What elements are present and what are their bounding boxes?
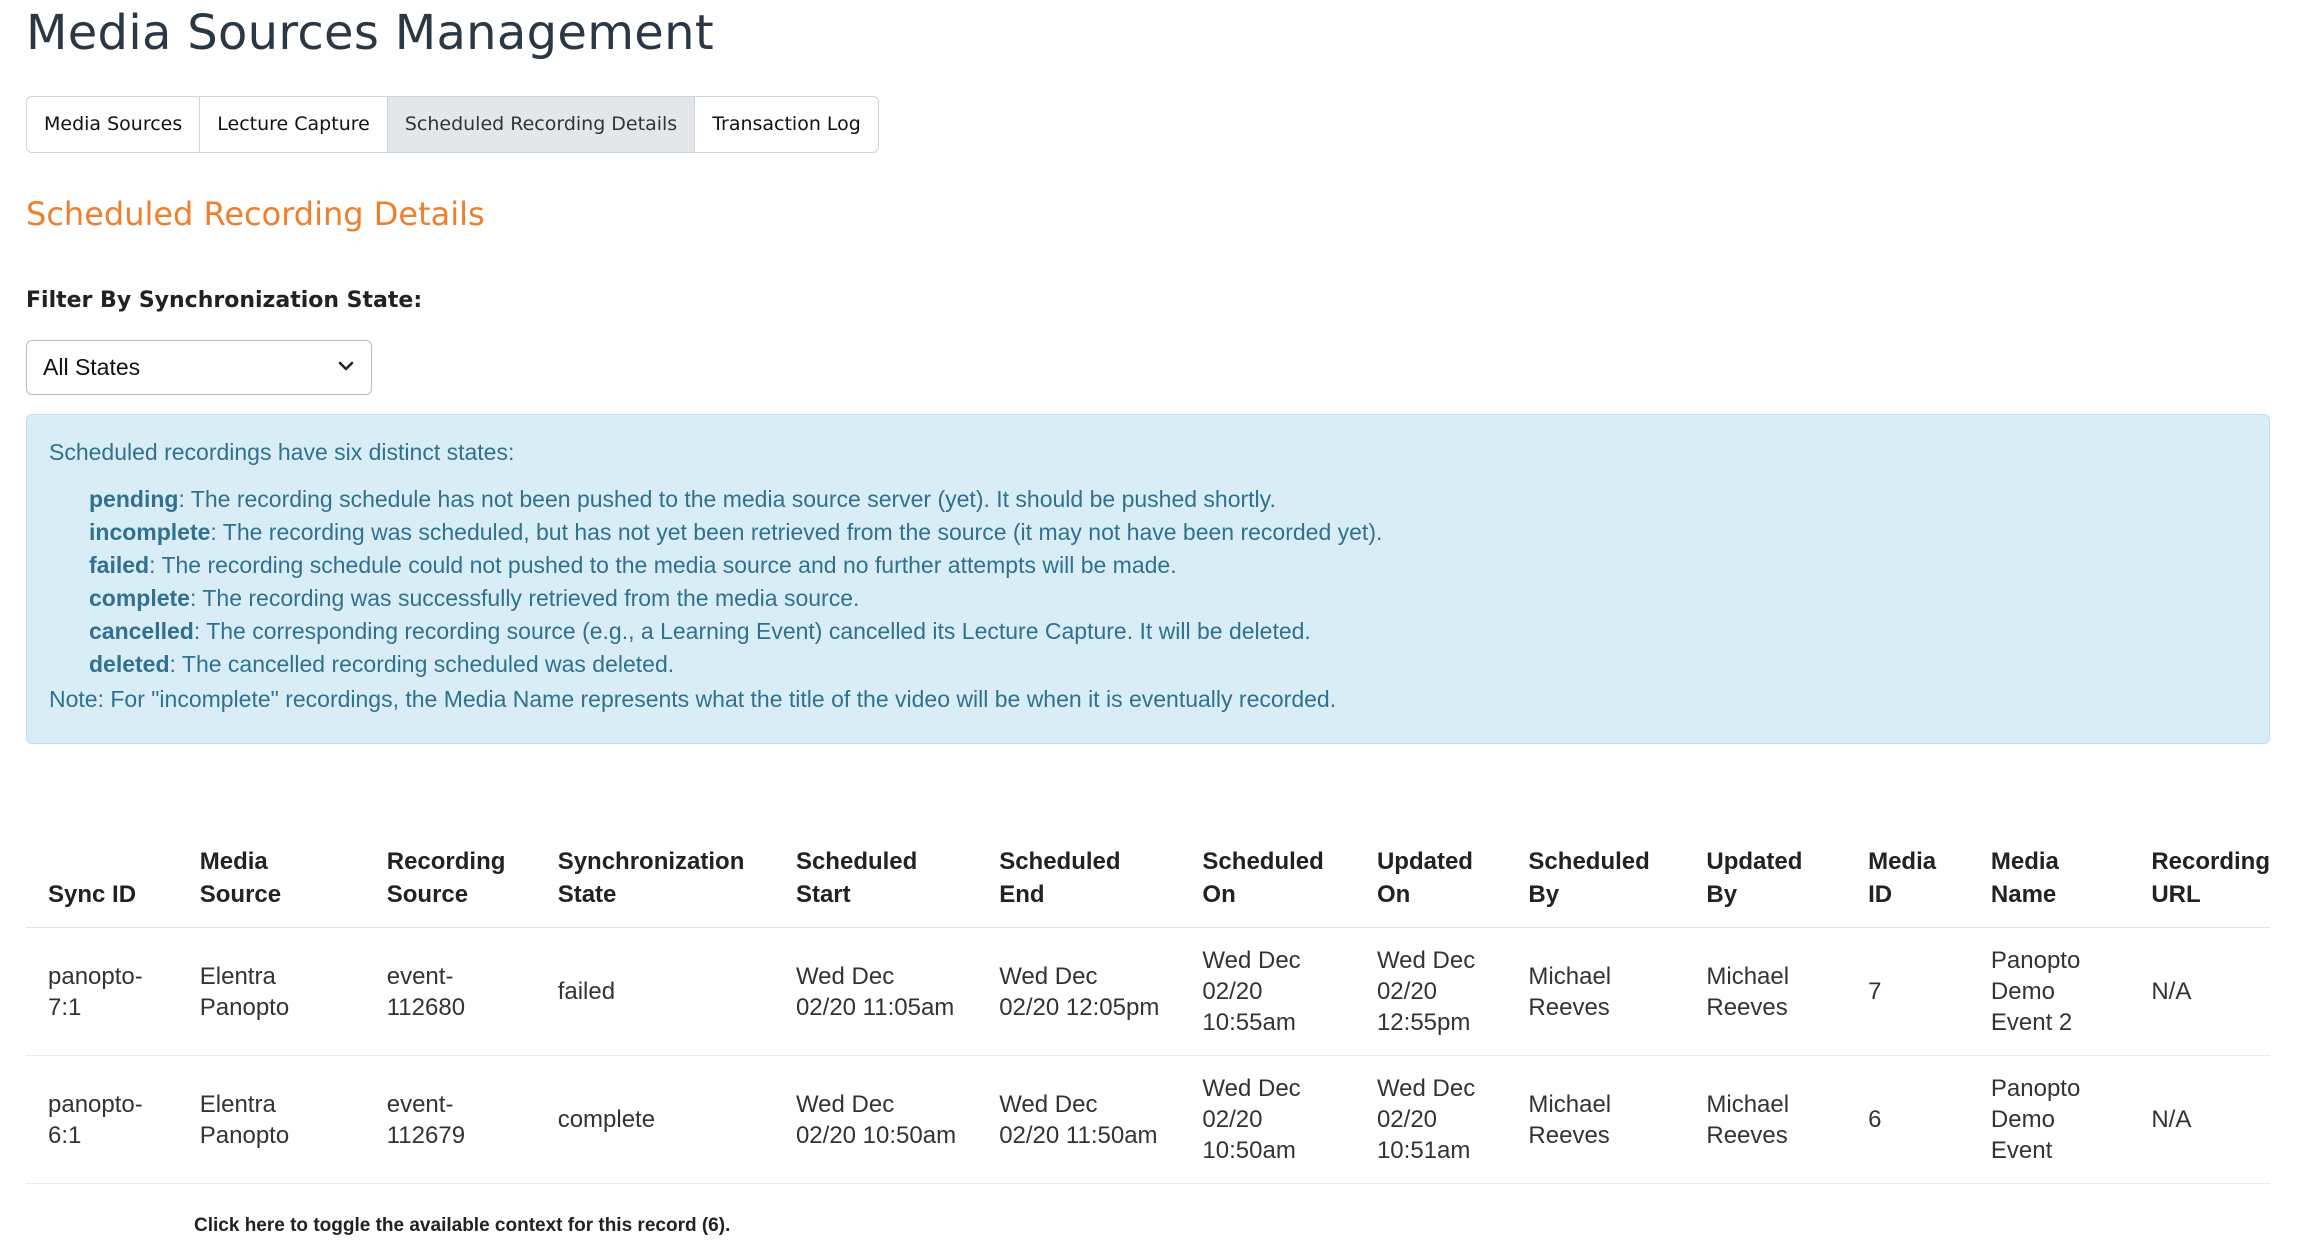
states-list <box>89 483 1382 681</box>
cell-recording-source <box>365 1056 536 1184</box>
cell-line: panopto- <box>48 1090 143 1118</box>
state-item-failed <box>89 549 1382 582</box>
info-intro: Scheduled recordings have six distinct states: <box>49 439 515 465</box>
header-line: URL <box>2151 881 2201 908</box>
state-name: complete <box>89 585 190 611</box>
header-line: On <box>1202 881 1236 908</box>
cell-scheduled-end <box>977 1056 1180 1184</box>
cell-line: 112679 <box>386 1121 466 1149</box>
state-name: failed <box>89 552 150 578</box>
cell-line: panopto- <box>48 962 143 990</box>
cell-line: 6 <box>1868 1106 1882 1133</box>
cell-updated-by <box>1684 928 1846 1056</box>
cell-scheduled-start <box>774 1056 977 1184</box>
cell-line: Wed Dec <box>999 1090 1098 1118</box>
cell-line: Event 2 <box>1990 1009 2073 1036</box>
header-line: State <box>557 881 617 908</box>
table-row <box>26 928 2270 1056</box>
cell-line: 02/20 11:50am <box>999 1121 1158 1149</box>
cell-line: Panopto <box>199 993 290 1021</box>
state-name: cancelled <box>89 618 194 644</box>
cell-line: Panopto <box>199 1121 290 1149</box>
header-line: Start <box>795 881 851 908</box>
cell-synchronization-state <box>536 1056 774 1184</box>
cell-line: 02/20 <box>1376 1106 1438 1133</box>
header-line: Synchronization <box>557 848 745 875</box>
state-desc: : The recording was successfully retrieved from the media source. <box>189 585 860 611</box>
state-item-pending <box>89 483 1382 516</box>
cell-line: 10:50am <box>1202 1137 1296 1164</box>
cell-line: Michael <box>1706 1090 1790 1118</box>
state-item-incomplete <box>89 516 1382 549</box>
chevron-down-icon <box>335 355 357 377</box>
state-desc: : The corresponding recording source (e.g., a Learning Event) cancelled its Lecture Capture. It will be deleted. <box>193 618 1311 644</box>
header-line: Name <box>1990 881 2057 908</box>
filter-label: Filter By Synchronization State: <box>26 288 423 313</box>
column-header-updated-by <box>1684 845 1846 928</box>
column-header-media-id <box>1846 845 1969 928</box>
cell-synchronization-state <box>536 928 774 1056</box>
column-header-recording-source <box>365 845 536 928</box>
cell-line: Wed Dec <box>795 962 895 990</box>
cell-line: Reeves <box>1706 993 1788 1021</box>
tab-transaction-log[interactable]: Transaction Log <box>712 113 861 135</box>
table-header-row <box>26 845 2270 928</box>
cell-scheduled-by <box>1506 1056 1684 1184</box>
cell-line: N/A <box>2151 978 2192 1005</box>
cell-line: 02/20 10:50am <box>795 1121 957 1149</box>
table-body <box>26 928 2270 1184</box>
cell-scheduled-end <box>977 928 1180 1056</box>
column-header-scheduled-end <box>977 845 1180 928</box>
cell-scheduled-on <box>1180 1056 1355 1184</box>
column-header-scheduled-on <box>1180 845 1355 928</box>
cell-updated-by <box>1684 1056 1846 1184</box>
column-header-scheduled-by <box>1506 845 1684 928</box>
header-line: Scheduled <box>795 848 918 875</box>
header-line: By <box>1706 881 1738 908</box>
toggle-context-link[interactable]: Click here to toggle the available context for this record (6). <box>194 1215 731 1236</box>
header-line: Recording <box>386 848 506 875</box>
cell-line: Wed Dec <box>1376 947 1476 974</box>
tab-media-sources[interactable]: Media Sources <box>27 97 200 152</box>
cell-line: Event <box>1990 1137 2053 1164</box>
column-header-sync-id <box>26 845 178 928</box>
cell-media-id <box>1846 928 1969 1056</box>
header-line: By <box>1528 881 1560 908</box>
column-header-media-source <box>178 845 365 928</box>
cell-line: 02/20 <box>1202 1106 1263 1133</box>
cell-line: Panopto <box>1990 1075 2081 1102</box>
state-name: incomplete <box>89 519 211 545</box>
cell-media-name <box>1969 1056 2129 1184</box>
cell-line: Michael <box>1706 962 1790 990</box>
state-name: deleted <box>89 651 170 677</box>
cell-line: Elentra <box>199 962 276 990</box>
cell-line: event- <box>386 1090 454 1118</box>
state-desc: : The cancelled recording scheduled was deleted. <box>169 651 675 677</box>
table-row <box>26 1056 2270 1184</box>
cell-line: event- <box>386 962 454 990</box>
header-line: Updated <box>1376 848 1473 875</box>
header-line: ID <box>1868 881 1893 908</box>
cell-line: Michael <box>1528 1090 1612 1118</box>
cell-line: 7 <box>1868 978 1882 1005</box>
cell-updated-on <box>1355 1056 1506 1184</box>
cell-scheduled-on <box>1180 928 1355 1056</box>
section-title: Scheduled Recording Details <box>26 195 485 233</box>
header-line: Scheduled <box>1202 848 1324 875</box>
state-desc: : The recording schedule has not been pushed to the media source server (yet). It should be pushed shortly. <box>178 486 1276 512</box>
cell-updated-on <box>1355 928 1506 1056</box>
header-line: Media <box>1868 848 1937 875</box>
cell-line: Michael <box>1528 962 1612 990</box>
cell-line: 112680 <box>386 993 466 1021</box>
column-header-recording-url <box>2129 845 2270 928</box>
cell-line: Reeves <box>1528 1121 1610 1149</box>
tab-scheduled-recording-details[interactable]: Scheduled Recording Details <box>388 97 695 152</box>
cell-line: 02/20 11:05am <box>795 993 955 1021</box>
state-desc: : The recording was scheduled, but has not yet been retrieved from the source (it may not have been recorded yet). <box>210 519 1383 545</box>
state-desc: : The recording schedule could not pushed to the media source and no further attempts will be made. <box>149 552 1177 578</box>
cell-scheduled-by <box>1506 928 1684 1056</box>
header-line: Source <box>199 881 282 908</box>
header-line: Recording <box>2151 848 2270 875</box>
cell-scheduled-start <box>774 928 977 1056</box>
states-info-box <box>26 414 2270 744</box>
cell-line: Elentra <box>199 1090 276 1118</box>
header-line: Media <box>199 848 268 875</box>
cell-line: N/A <box>2151 1106 2192 1133</box>
cell-recording-url <box>2129 928 2270 1056</box>
header-line: Updated <box>1706 848 1803 875</box>
cell-media-source <box>178 928 365 1056</box>
cell-line: Wed Dec <box>999 962 1098 990</box>
cell-line: complete <box>557 1106 656 1133</box>
cell-line: 10:51am <box>1376 1137 1471 1164</box>
recordings-table <box>26 845 2270 1184</box>
cell-line: 7:1 <box>48 993 82 1021</box>
cell-line: 10:55am <box>1202 1009 1296 1036</box>
cell-line: Reeves <box>1706 1121 1788 1149</box>
column-header-updated-on <box>1355 845 1506 928</box>
page-title: Media Sources Management <box>26 5 714 61</box>
tab-lecture-capture[interactable]: Lecture Capture <box>200 97 388 152</box>
cell-media-id <box>1846 1056 1969 1184</box>
state-item-deleted <box>89 648 1382 681</box>
state-item-cancelled <box>89 615 1382 648</box>
header-line: End <box>999 881 1045 908</box>
cell-recording-url <box>2129 1056 2270 1184</box>
sync-state-select[interactable] <box>26 340 372 395</box>
state-name: pending <box>89 486 179 512</box>
cell-line: Wed Dec <box>1202 1075 1301 1102</box>
header-line: Scheduled <box>999 848 1121 875</box>
header-line: Sync ID <box>48 881 137 908</box>
column-header-synchronization-state <box>536 845 774 928</box>
state-item-complete <box>89 582 1382 615</box>
cell-line: Wed Dec <box>1202 947 1301 974</box>
cell-line: 6:1 <box>48 1121 82 1149</box>
column-header-scheduled-start <box>774 845 977 928</box>
cell-line: 02/20 <box>1376 978 1438 1005</box>
cell-line: Reeves <box>1528 993 1610 1021</box>
cell-sync-id <box>26 928 178 1056</box>
header-line: On <box>1376 881 1411 908</box>
cell-line: Panopto <box>1990 947 2081 974</box>
cell-recording-source <box>365 928 536 1056</box>
column-header-media-name <box>1969 845 2129 928</box>
header-line: Scheduled <box>1528 848 1650 875</box>
info-note: Note: For "incomplete" recordings, the Media Name represents what the title of the video will be when it is eventually recorded. <box>49 686 1337 712</box>
cell-line: Wed Dec <box>795 1090 895 1118</box>
cell-line: failed <box>557 978 616 1005</box>
cell-line: Demo <box>1990 1106 2055 1133</box>
cell-line: 02/20 <box>1202 978 1263 1005</box>
cell-line: Demo <box>1990 978 2055 1005</box>
header-line: Media <box>1990 848 2059 875</box>
cell-line: 12:55pm <box>1376 1009 1471 1036</box>
sync-state-selected-value: All States <box>43 354 141 380</box>
cell-media-name <box>1969 928 2129 1056</box>
cell-line: Wed Dec <box>1376 1075 1476 1102</box>
header-line: Source <box>386 881 469 908</box>
cell-media-source <box>178 1056 365 1184</box>
cell-line: 02/20 12:05pm <box>999 993 1160 1021</box>
cell-sync-id <box>26 1056 178 1184</box>
tab-bar <box>26 96 879 153</box>
